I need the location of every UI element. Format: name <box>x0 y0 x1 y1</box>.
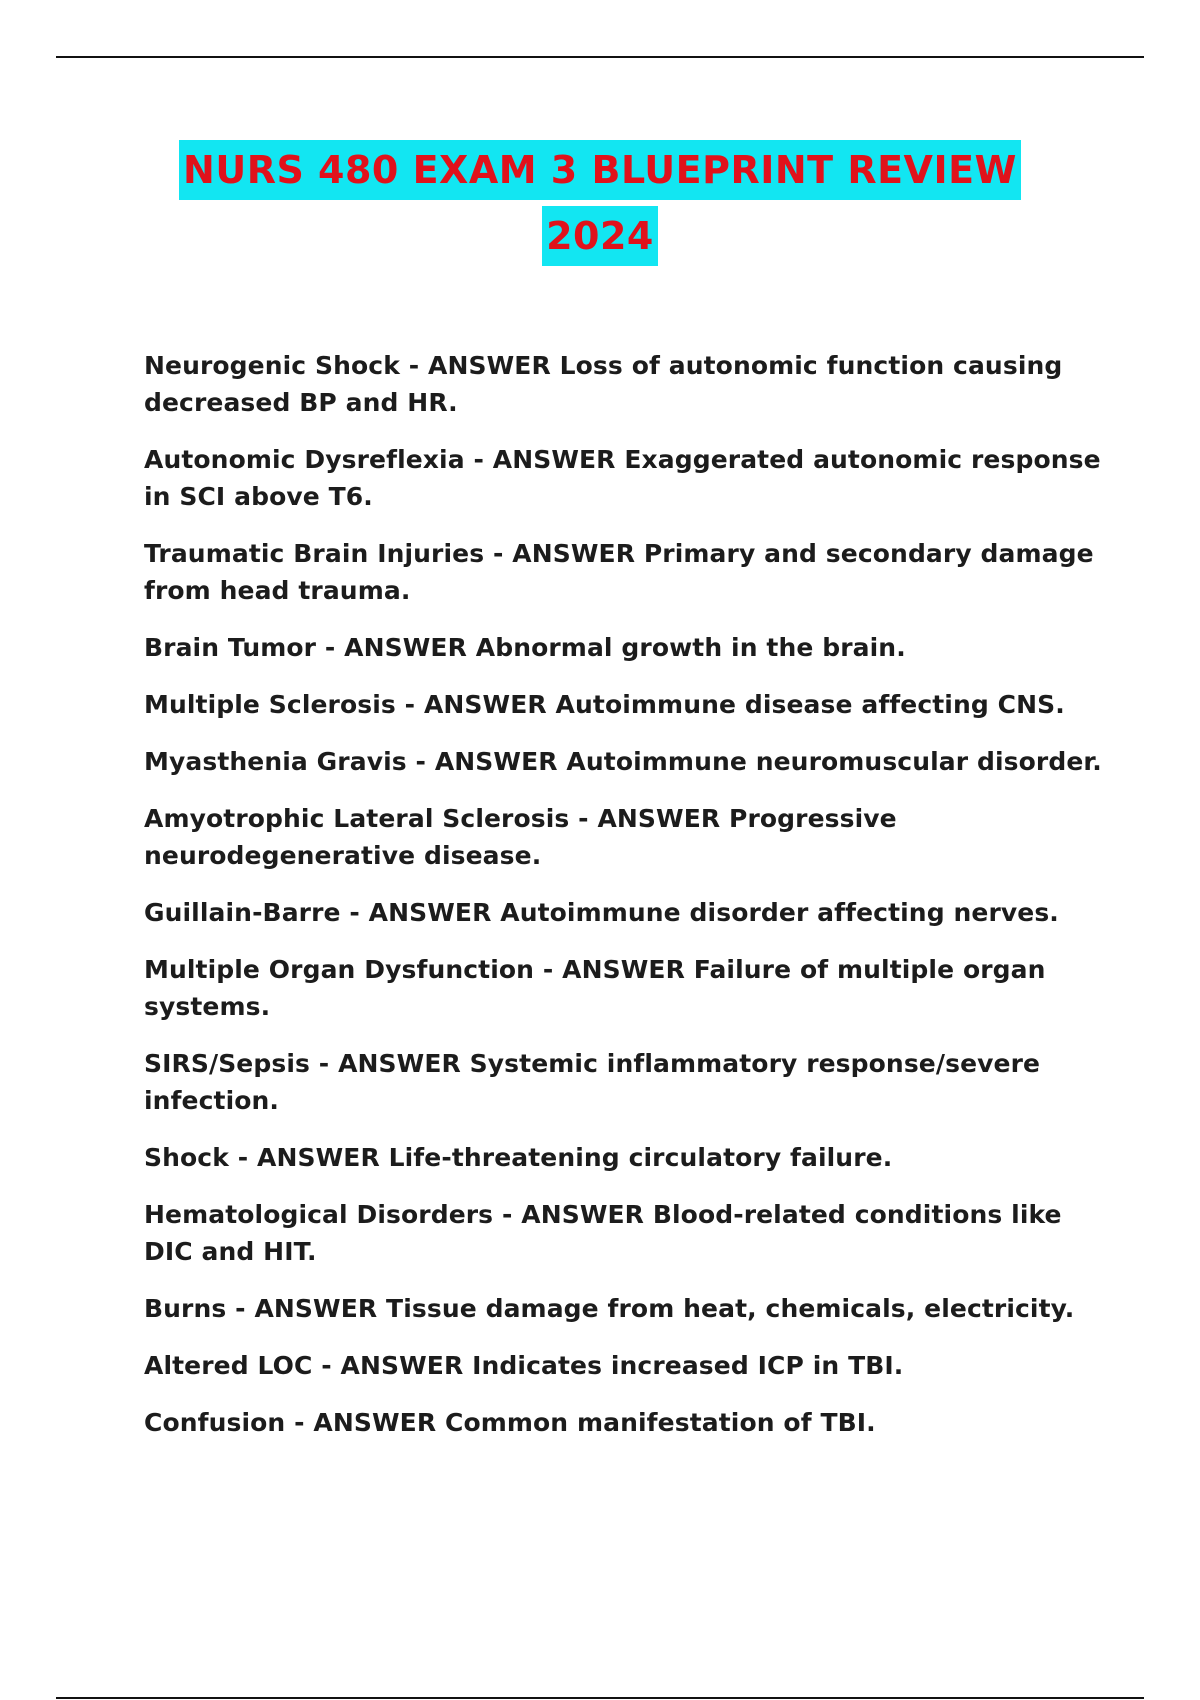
item-answer: Primary and secondary damage from head trauma. <box>144 539 1094 605</box>
item-answer: Progressive neurodegenerative disease. <box>144 804 897 870</box>
item-answer: Loss of autonomic function causing decreased BP and HR. <box>144 351 1063 417</box>
item-separator: - ANSWER <box>228 1143 389 1172</box>
list-item <box>144 951 1104 1025</box>
list-item <box>144 347 1104 421</box>
list-item <box>144 1196 1104 1270</box>
list-item <box>144 535 1104 609</box>
list-item <box>144 686 1104 723</box>
item-separator: - ANSWER <box>395 690 556 719</box>
title-line-1: NURS 480 EXAM 3 BLUEPRINT REVIEW <box>179 140 1021 200</box>
list-item <box>144 1404 1104 1441</box>
item-term: Shock <box>144 1143 229 1172</box>
list-item <box>144 1347 1104 1384</box>
list-item <box>144 1045 1104 1119</box>
item-separator: - ANSWER <box>285 1408 445 1437</box>
item-answer: Autoimmune neuromuscular disorder. <box>566 747 1102 776</box>
list-item <box>144 894 1104 931</box>
item-separator: - ANSWER <box>569 804 730 833</box>
item-term: Brain Tumor <box>144 633 317 662</box>
item-term: Traumatic Brain Injuries <box>144 539 485 568</box>
item-term: Autonomic Dysreflexia <box>144 445 465 474</box>
item-separator: - ANSWER <box>309 1049 470 1078</box>
qa-list <box>144 347 1104 1461</box>
item-term: Guillain-Barre <box>144 898 341 927</box>
item-answer: Abnormal growth in the brain. <box>475 633 906 662</box>
item-separator: - ANSWER <box>406 747 567 776</box>
item-term: Neurogenic Shock <box>144 351 400 380</box>
item-answer: Exaggerated autonomic response in SCI above T6. <box>144 445 1101 511</box>
item-separator: - ANSWER <box>464 445 625 474</box>
item-answer: Indicates increased ICP in TBI. <box>472 1351 904 1380</box>
item-term: SIRS/Sepsis <box>144 1049 310 1078</box>
title-line-2: 2024 <box>542 206 658 266</box>
item-term: Hematological Disorders <box>144 1200 494 1229</box>
item-separator: - ANSWER <box>226 1294 387 1323</box>
page-title <box>0 140 1200 272</box>
item-answer: Failure of multiple organ systems. <box>144 955 1046 1021</box>
item-separator: - ANSWER <box>493 1200 653 1229</box>
item-separator: - ANSWER <box>534 955 694 984</box>
item-answer: Common manifestation of TBI. <box>445 1408 876 1437</box>
list-item <box>144 743 1104 780</box>
list-item <box>144 441 1104 515</box>
item-term: Altered LOC <box>144 1351 313 1380</box>
item-term: Burns <box>144 1294 227 1323</box>
bottom-rule <box>56 1697 1144 1699</box>
item-separator: - ANSWER <box>399 351 560 380</box>
item-separator: - ANSWER <box>316 633 476 662</box>
item-answer: Systemic inflammatory response/severe infection. <box>144 1049 1041 1115</box>
item-separator: - ANSWER <box>312 1351 473 1380</box>
item-term: Confusion <box>144 1408 286 1437</box>
item-separator: - ANSWER <box>340 898 501 927</box>
list-item <box>144 800 1104 874</box>
item-answer: Life-threatening circulatory failure. <box>388 1143 893 1172</box>
item-term: Amyotrophic Lateral Sclerosis <box>144 804 570 833</box>
list-item <box>144 1290 1104 1327</box>
item-term: Multiple Sclerosis <box>144 690 396 719</box>
item-separator: - ANSWER <box>484 539 644 568</box>
item-term: Myasthenia Gravis <box>144 747 407 776</box>
top-rule <box>56 56 1144 58</box>
item-answer: Autoimmune disease affecting CNS. <box>555 690 1065 719</box>
list-item <box>144 629 1104 666</box>
item-term: Multiple Organ Dysfunction <box>144 955 535 984</box>
item-answer: Tissue damage from heat, chemicals, electricity. <box>386 1294 1075 1323</box>
item-answer: Autoimmune disorder affecting nerves. <box>500 898 1059 927</box>
list-item <box>144 1139 1104 1176</box>
item-answer: Blood-related conditions like DIC and HIT. <box>144 1200 1062 1266</box>
